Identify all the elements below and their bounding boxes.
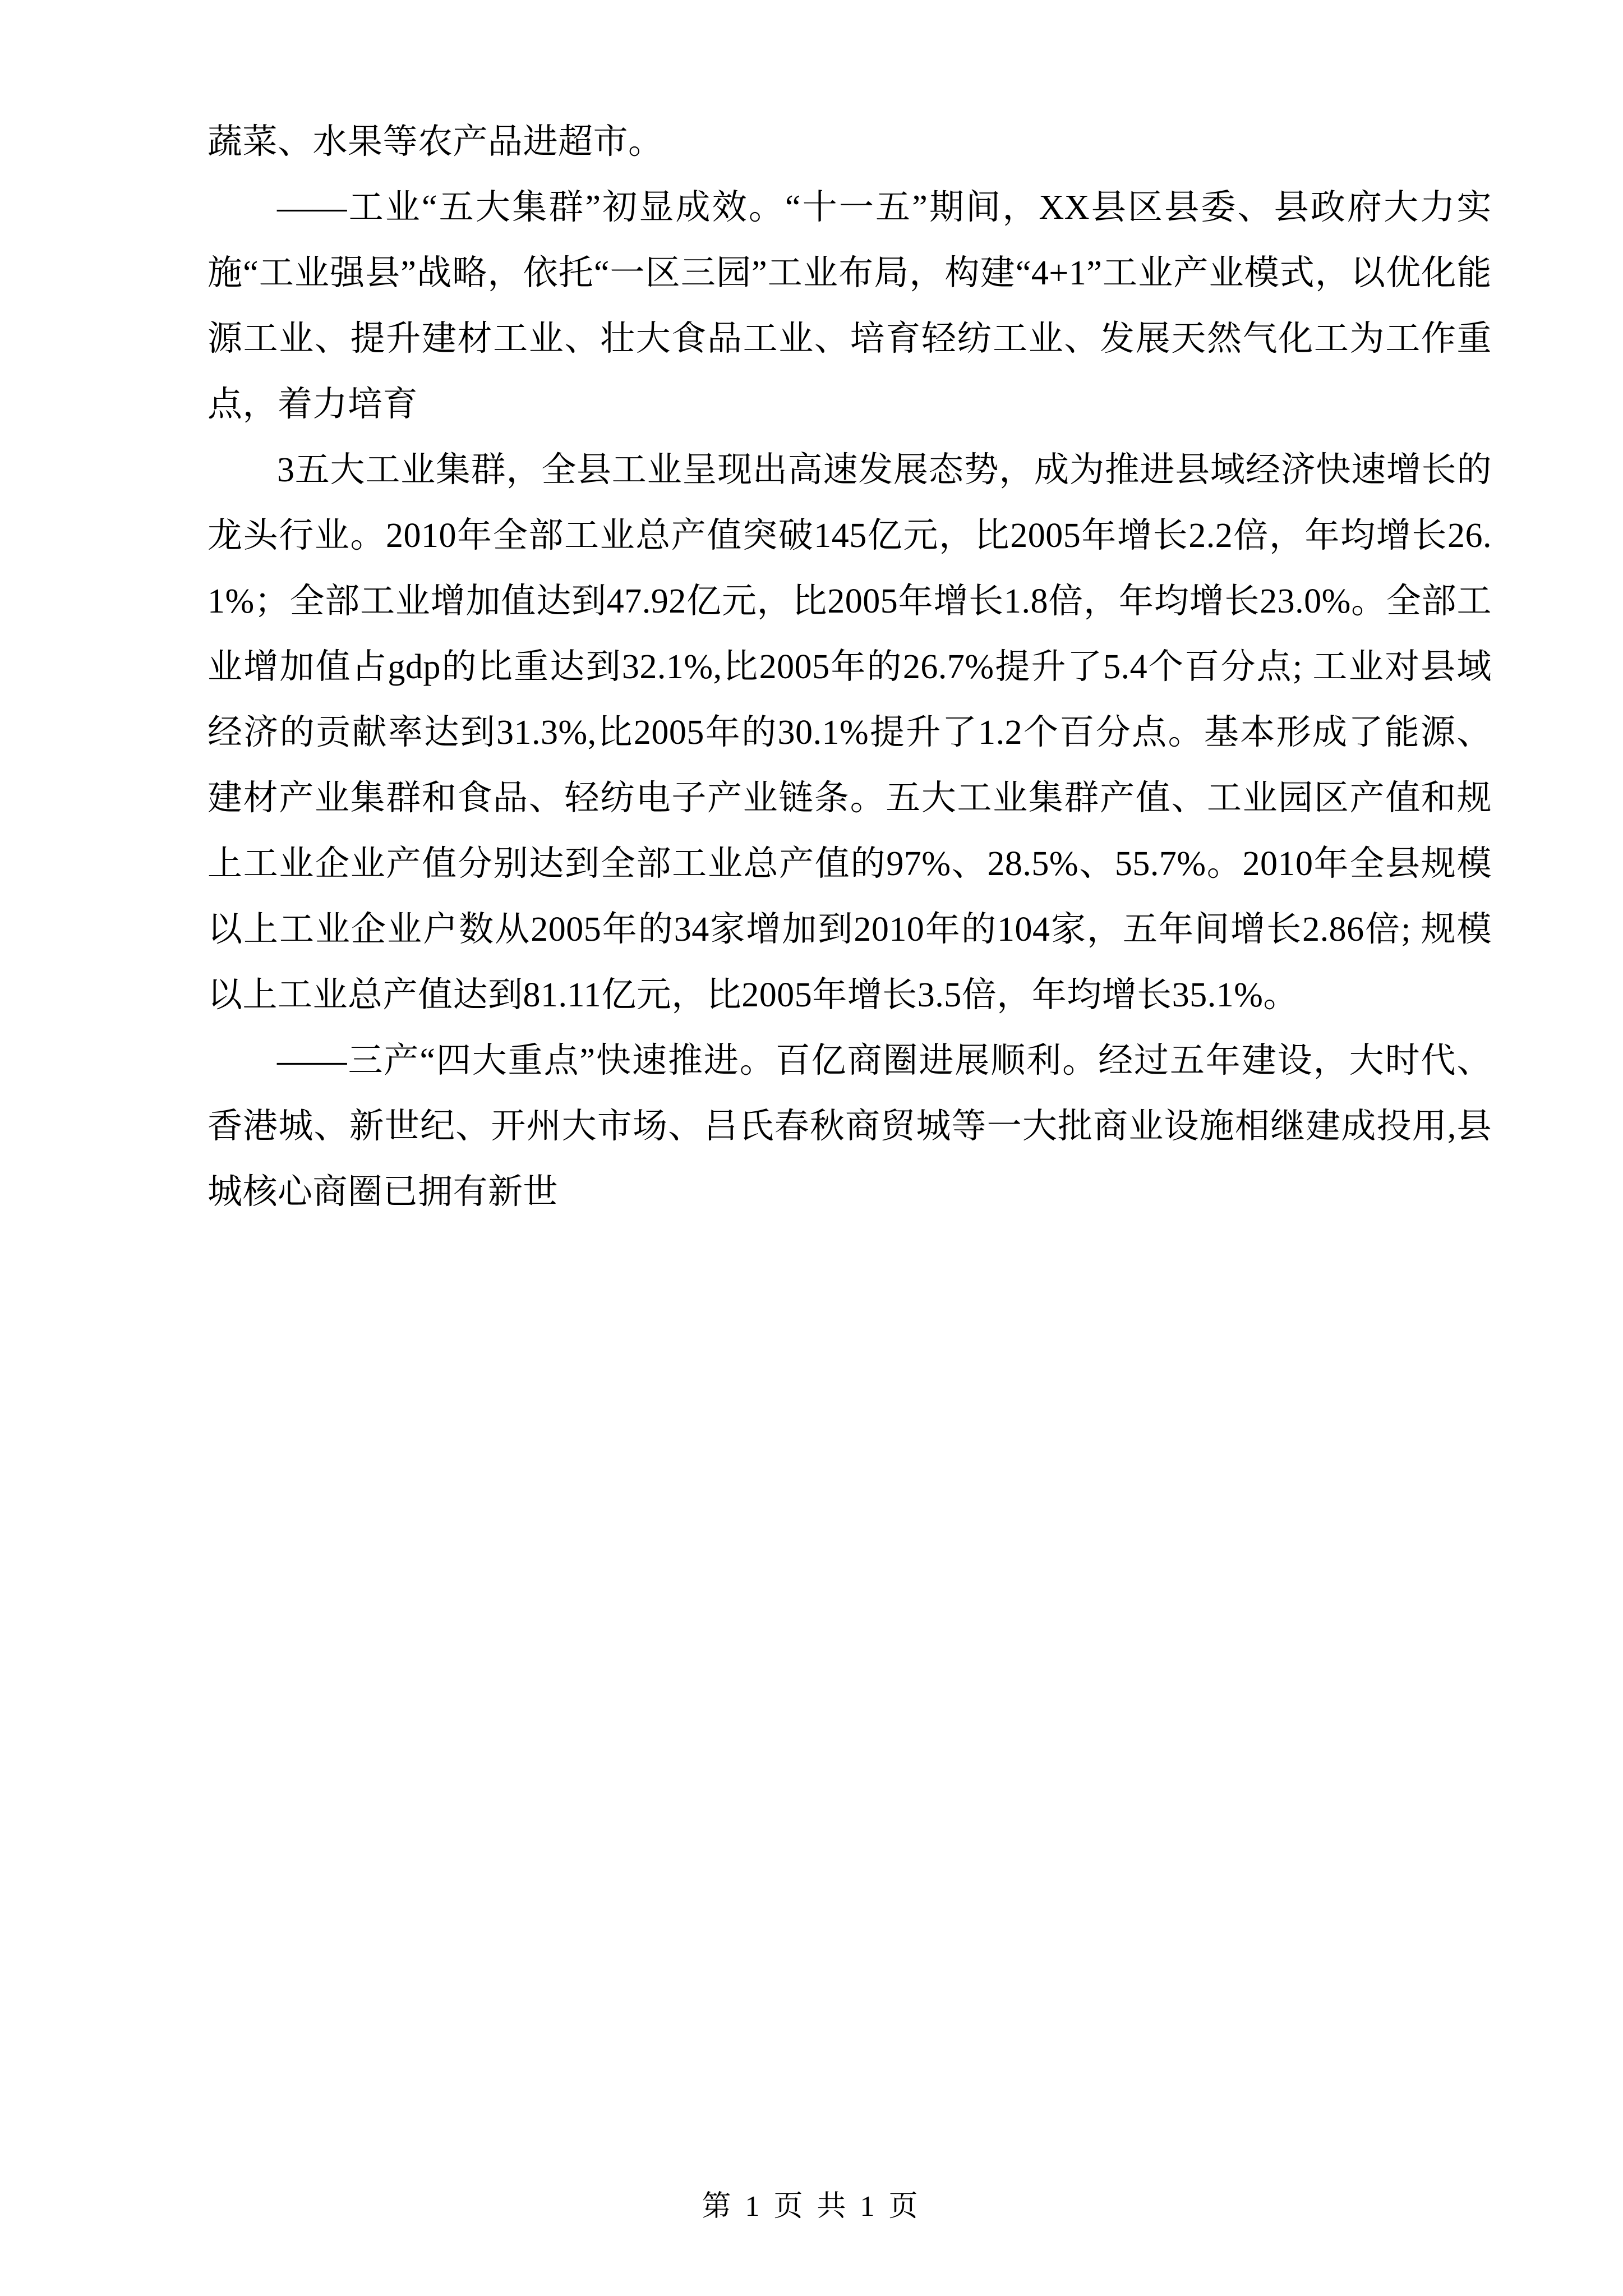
page-footer: 第 1 页 共 1 页: [702, 2191, 921, 2223]
paragraph: 3五大工业集群，全县工业呈现出高速发展态势，成为推进县域经济快速增长的龙头行业。2010年全部工业总产值突破145亿元，比2005年增长2.2倍，年均增长26.1%；全部工业增加值达到47.92亿元，比2005年增长1.8倍，年均增长23.0%。全部工业增加值占gdp的比重达到32.1%,比2005年的26.7%提升了5.4个百分点; 工业对县域经济的贡献率达到31.3%,比2005年的30.1%提升了1.2个百分点。基本形成了能源、建材产业集群和食品、轻纺电子产业链条。五大工业集群产值、工业园区产值和规上工业企业产值分别达到全部工业总产值的97%、28.5%、55.7%。2010年全县规模以上工业企业户数从2005年的34家增加到2010年的104家，五年间增长2.86倍; 规模以上工业总产值达到81.11亿元，比2005年增长3.5倍，年均增长35.1%。: [208, 451, 1492, 1014]
paragraph: 蔬菜、水果等农产品进超市。: [208, 123, 663, 161]
paragraph: ——工业“五大集群”初显成效。“十一五”期间，XX县区县委、县政府大力实施“工业强县”战略，依托“一区三园”工业布局，构建“4+1”工业产业模式，以优化能源工业、提升建材工业、壮大食品工业、培育轻纺工业、发展天然气化工为工作重点，着力培育: [208, 188, 1492, 424]
paragraph: ——三产“四大重点”快速推进。百亿商圈进展顺利。经过五年建设，大时代、香港城、新世纪、开州大市场、吕氏春秋商贸城等一大批商业设施相继建成投用,县城核心商圈已拥有新世: [208, 1042, 1492, 1211]
document-body: [208, 109, 1492, 1225]
